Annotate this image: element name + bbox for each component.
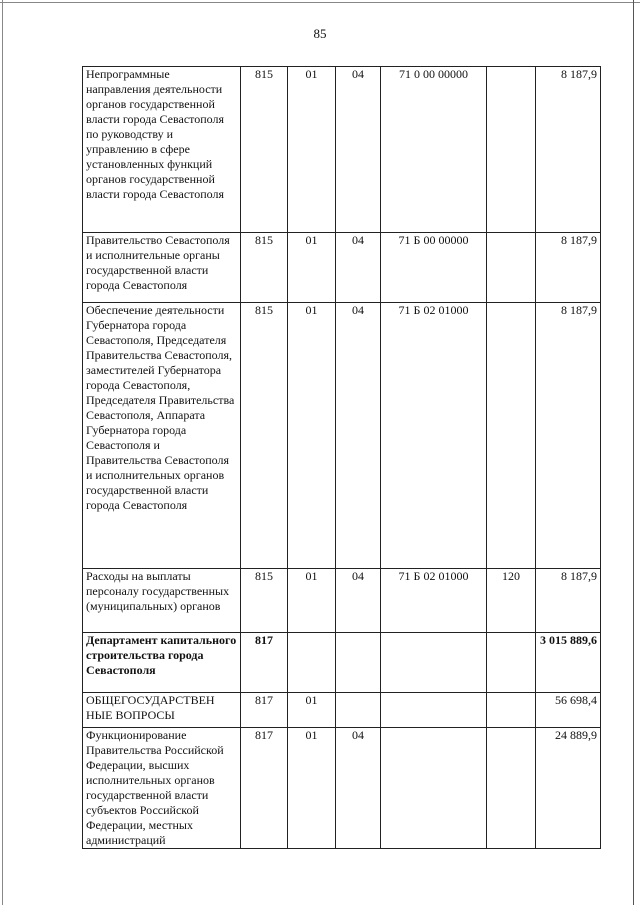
amount-cell: 8 187,9 [536, 569, 601, 633]
subsection-code-cell: 04 [336, 728, 381, 849]
expense-type-cell [487, 693, 536, 728]
ved-code-cell: 817 [241, 633, 288, 693]
expense-type-cell [487, 633, 536, 693]
budget-table [82, 66, 601, 849]
section-code-cell [288, 633, 336, 693]
section-code-cell: 01 [288, 728, 336, 849]
expense-type-cell [487, 233, 536, 303]
amount-cell: 8 187,9 [536, 233, 601, 303]
target-article-cell: 71 0 00 00000 [381, 67, 487, 233]
section-code-cell: 01 [288, 569, 336, 633]
ved-code-cell: 817 [241, 728, 288, 849]
subsection-code-cell: 04 [336, 67, 381, 233]
ved-code-cell: 815 [241, 67, 288, 233]
ved-code-cell: 817 [241, 693, 288, 728]
scan-edge-left [2, 0, 3, 905]
section-code-cell: 01 [288, 303, 336, 569]
target-article-cell: 71 Б 00 00000 [381, 233, 487, 303]
ved-code-cell: 815 [241, 569, 288, 633]
amount-cell: 24 889,9 [536, 728, 601, 849]
row-name-cell: Правительство Севастополя и исполнительные органы государственной власти города Севастополя [83, 233, 241, 303]
row-name-cell: Функционирование Правительства Российской Федерации, высших исполнительных органов государственной власти субъектов Российской Федерации, местных администраций [83, 728, 241, 849]
expense-type-cell: 120 [487, 569, 536, 633]
target-article-cell [381, 633, 487, 693]
subsection-code-cell: 04 [336, 569, 381, 633]
scan-edge-right [633, 0, 634, 905]
section-code-cell: 01 [288, 693, 336, 728]
expense-type-cell [487, 303, 536, 569]
row-name-cell: Расходы на выплаты персоналу государственных (муниципальных) органов [83, 569, 241, 633]
row-name-cell: Департамент капитального строительства города Севастополя [83, 633, 241, 693]
section-code-cell: 01 [288, 233, 336, 303]
row-name-cell: Обеспечение деятельности Губернатора города Севастополя, Председателя Правительства Севастополя, заместителей Губернатора города Севастополя, Председателя Правительства Севастополя, Аппарата Губернатора города Севастополя и Правительства Севастополя и исполнительных органов государственной власти города Севастополя [83, 303, 241, 569]
subsection-code-cell [336, 693, 381, 728]
amount-cell: 3 015 889,6 [536, 633, 601, 693]
table-row [83, 728, 601, 849]
subsection-code-cell [336, 633, 381, 693]
target-article-cell: 71 Б 02 01000 [381, 569, 487, 633]
expense-type-cell [487, 67, 536, 233]
target-article-cell [381, 693, 487, 728]
target-article-cell: 71 Б 02 01000 [381, 303, 487, 569]
table-row [83, 633, 601, 693]
table-row [83, 233, 601, 303]
table-row [83, 303, 601, 569]
ved-code-cell: 815 [241, 233, 288, 303]
amount-cell: 8 187,9 [536, 67, 601, 233]
page-number: 85 [313, 26, 327, 41]
expense-type-cell [487, 728, 536, 849]
target-article-cell [381, 728, 487, 849]
table-row [83, 569, 601, 633]
amount-cell: 56 698,4 [536, 693, 601, 728]
amount-cell: 8 187,9 [536, 303, 601, 569]
row-name-cell: ОБЩЕГОСУДАРСТВЕН НЫЕ ВОПРОСЫ [83, 693, 241, 728]
table-row [83, 67, 601, 233]
table-row [83, 693, 601, 728]
scan-edge-top [0, 2, 640, 3]
ved-code-cell: 815 [241, 303, 288, 569]
subsection-code-cell: 04 [336, 233, 381, 303]
row-name-cell: Непрограммные направления деятельности органов государственной власти города Севастополя по руководству и управлению в сфере установленных функций органов государственной власти города Севастополя [83, 67, 241, 233]
subsection-code-cell: 04 [336, 303, 381, 569]
section-code-cell: 01 [288, 67, 336, 233]
